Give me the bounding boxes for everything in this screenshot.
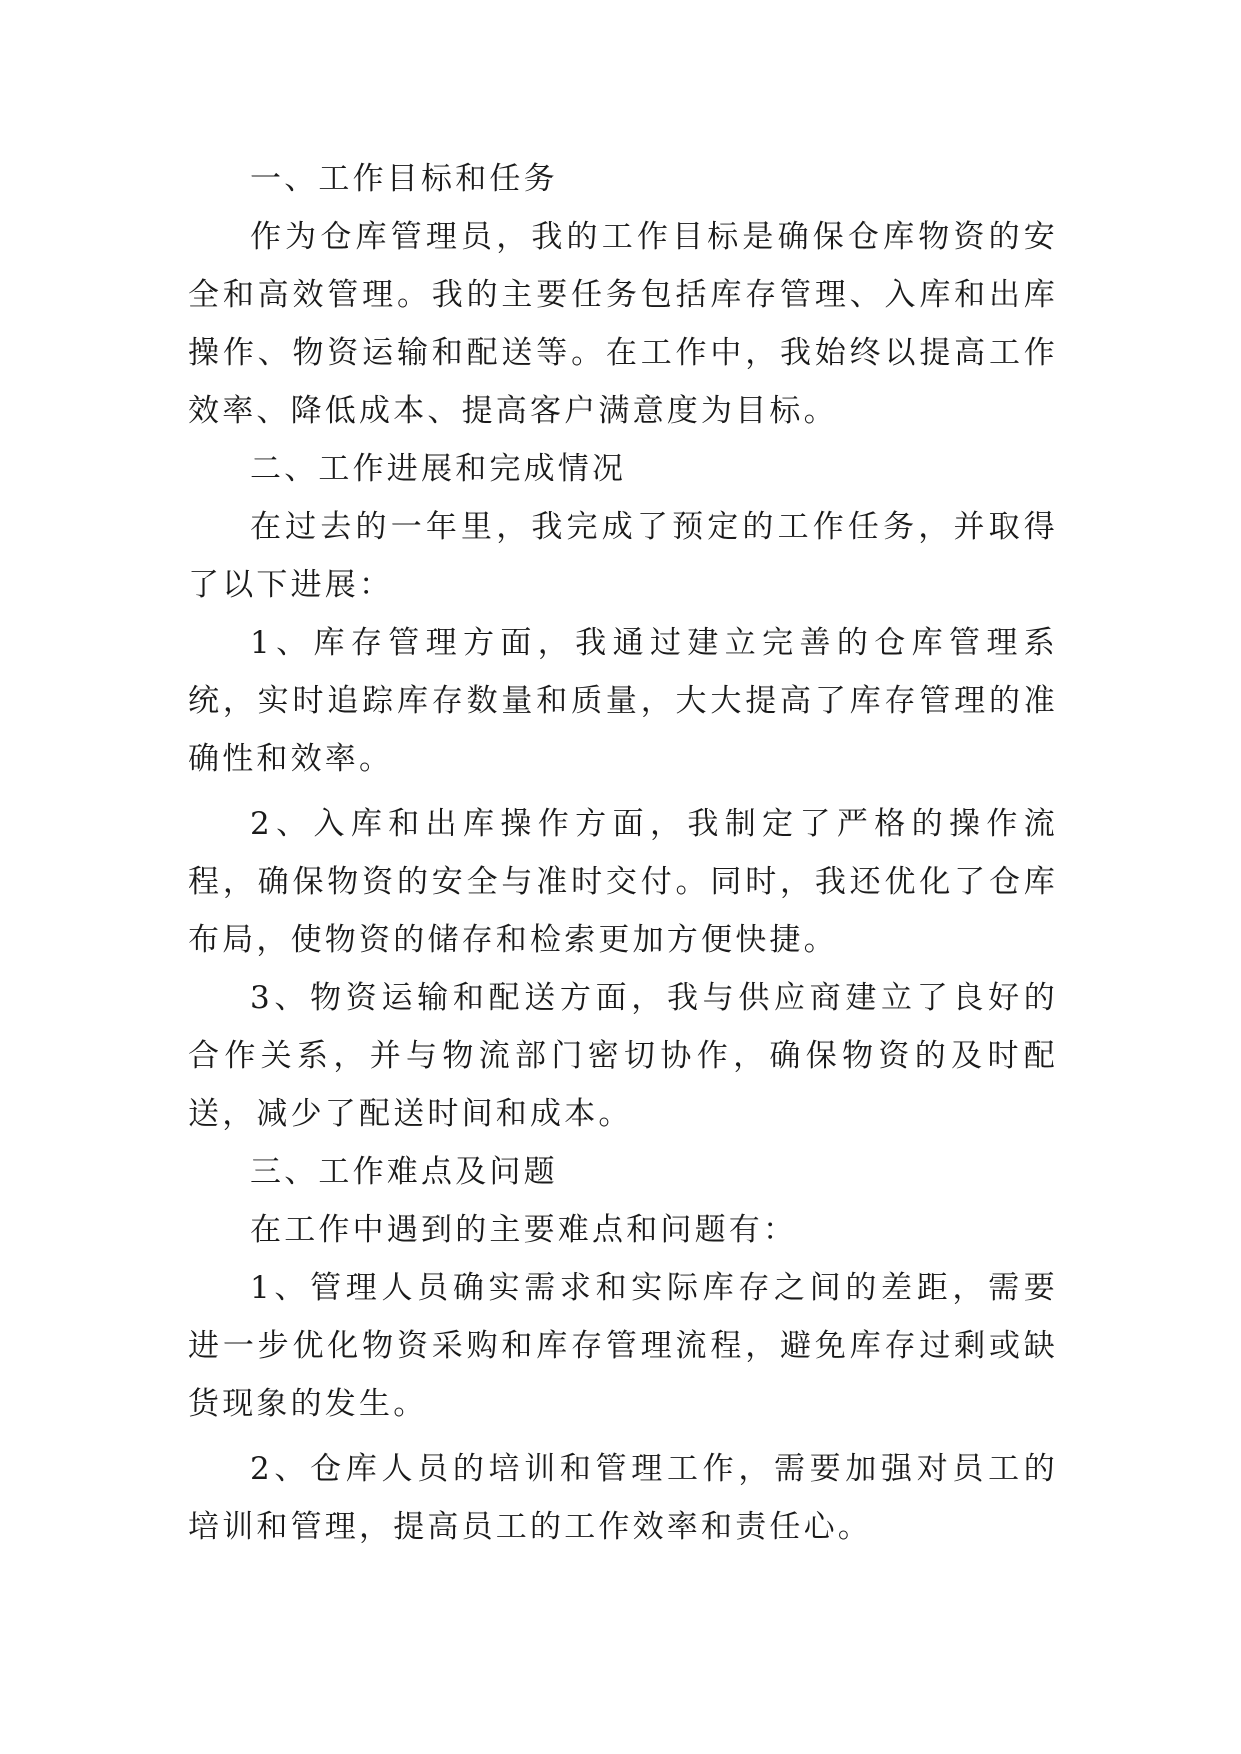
section-heading-difficulties: 三、工作难点及问题	[250, 1154, 558, 1190]
paragraph-difficulties-intro: 在工作中遇到的主要难点和问题有：	[250, 1212, 798, 1248]
section-heading-goals: 一、工作目标和任务	[250, 161, 558, 197]
paragraph-progress-item-2: 2、入库和出库操作方面，我制定了严格的操作流程，确保物资的安全与准时交付。同时，我还优化了仓库布局，使物资的储存和检索更加方便快捷。	[188, 806, 1058, 958]
section-heading-progress: 二、工作进展和完成情况	[250, 451, 627, 487]
paragraph-difficulty-item-2: 2、仓库人员的培训和管理工作，需要加强对员工的培训和管理，提高员工的工作效率和责任心。	[188, 1451, 1058, 1545]
paragraph-progress-item-3: 3、物资运输和配送方面，我与供应商建立了良好的合作关系，并与物流部门密切协作，确保物资的及时配送，减少了配送时间和成本。	[188, 980, 1058, 1132]
paragraph-difficulty-item-1: 1、管理人员确实需求和实际库存之间的差距，需要进一步优化物资采购和库存管理流程，避免库存过剩或缺货现象的发生。	[188, 1270, 1058, 1422]
paragraph-progress-item-1: 1、库存管理方面，我通过建立完善的仓库管理系统，实时追踪库存数量和质量，大大提高了库存管理的准确性和效率。	[188, 625, 1058, 777]
paragraph-progress-intro: 在过去的一年里，我完成了预定的工作任务，并取得了以下进展：	[188, 509, 1058, 603]
paragraph-goals: 作为仓库管理员，我的工作目标是确保仓库物资的安全和高效管理。我的主要任务包括库存管理、入库和出库操作、物资运输和配送等。在工作中，我始终以提高工作效率、降低成本、提高客户满意度为目标。	[188, 219, 1058, 429]
document-body	[188, 150, 1058, 1556]
